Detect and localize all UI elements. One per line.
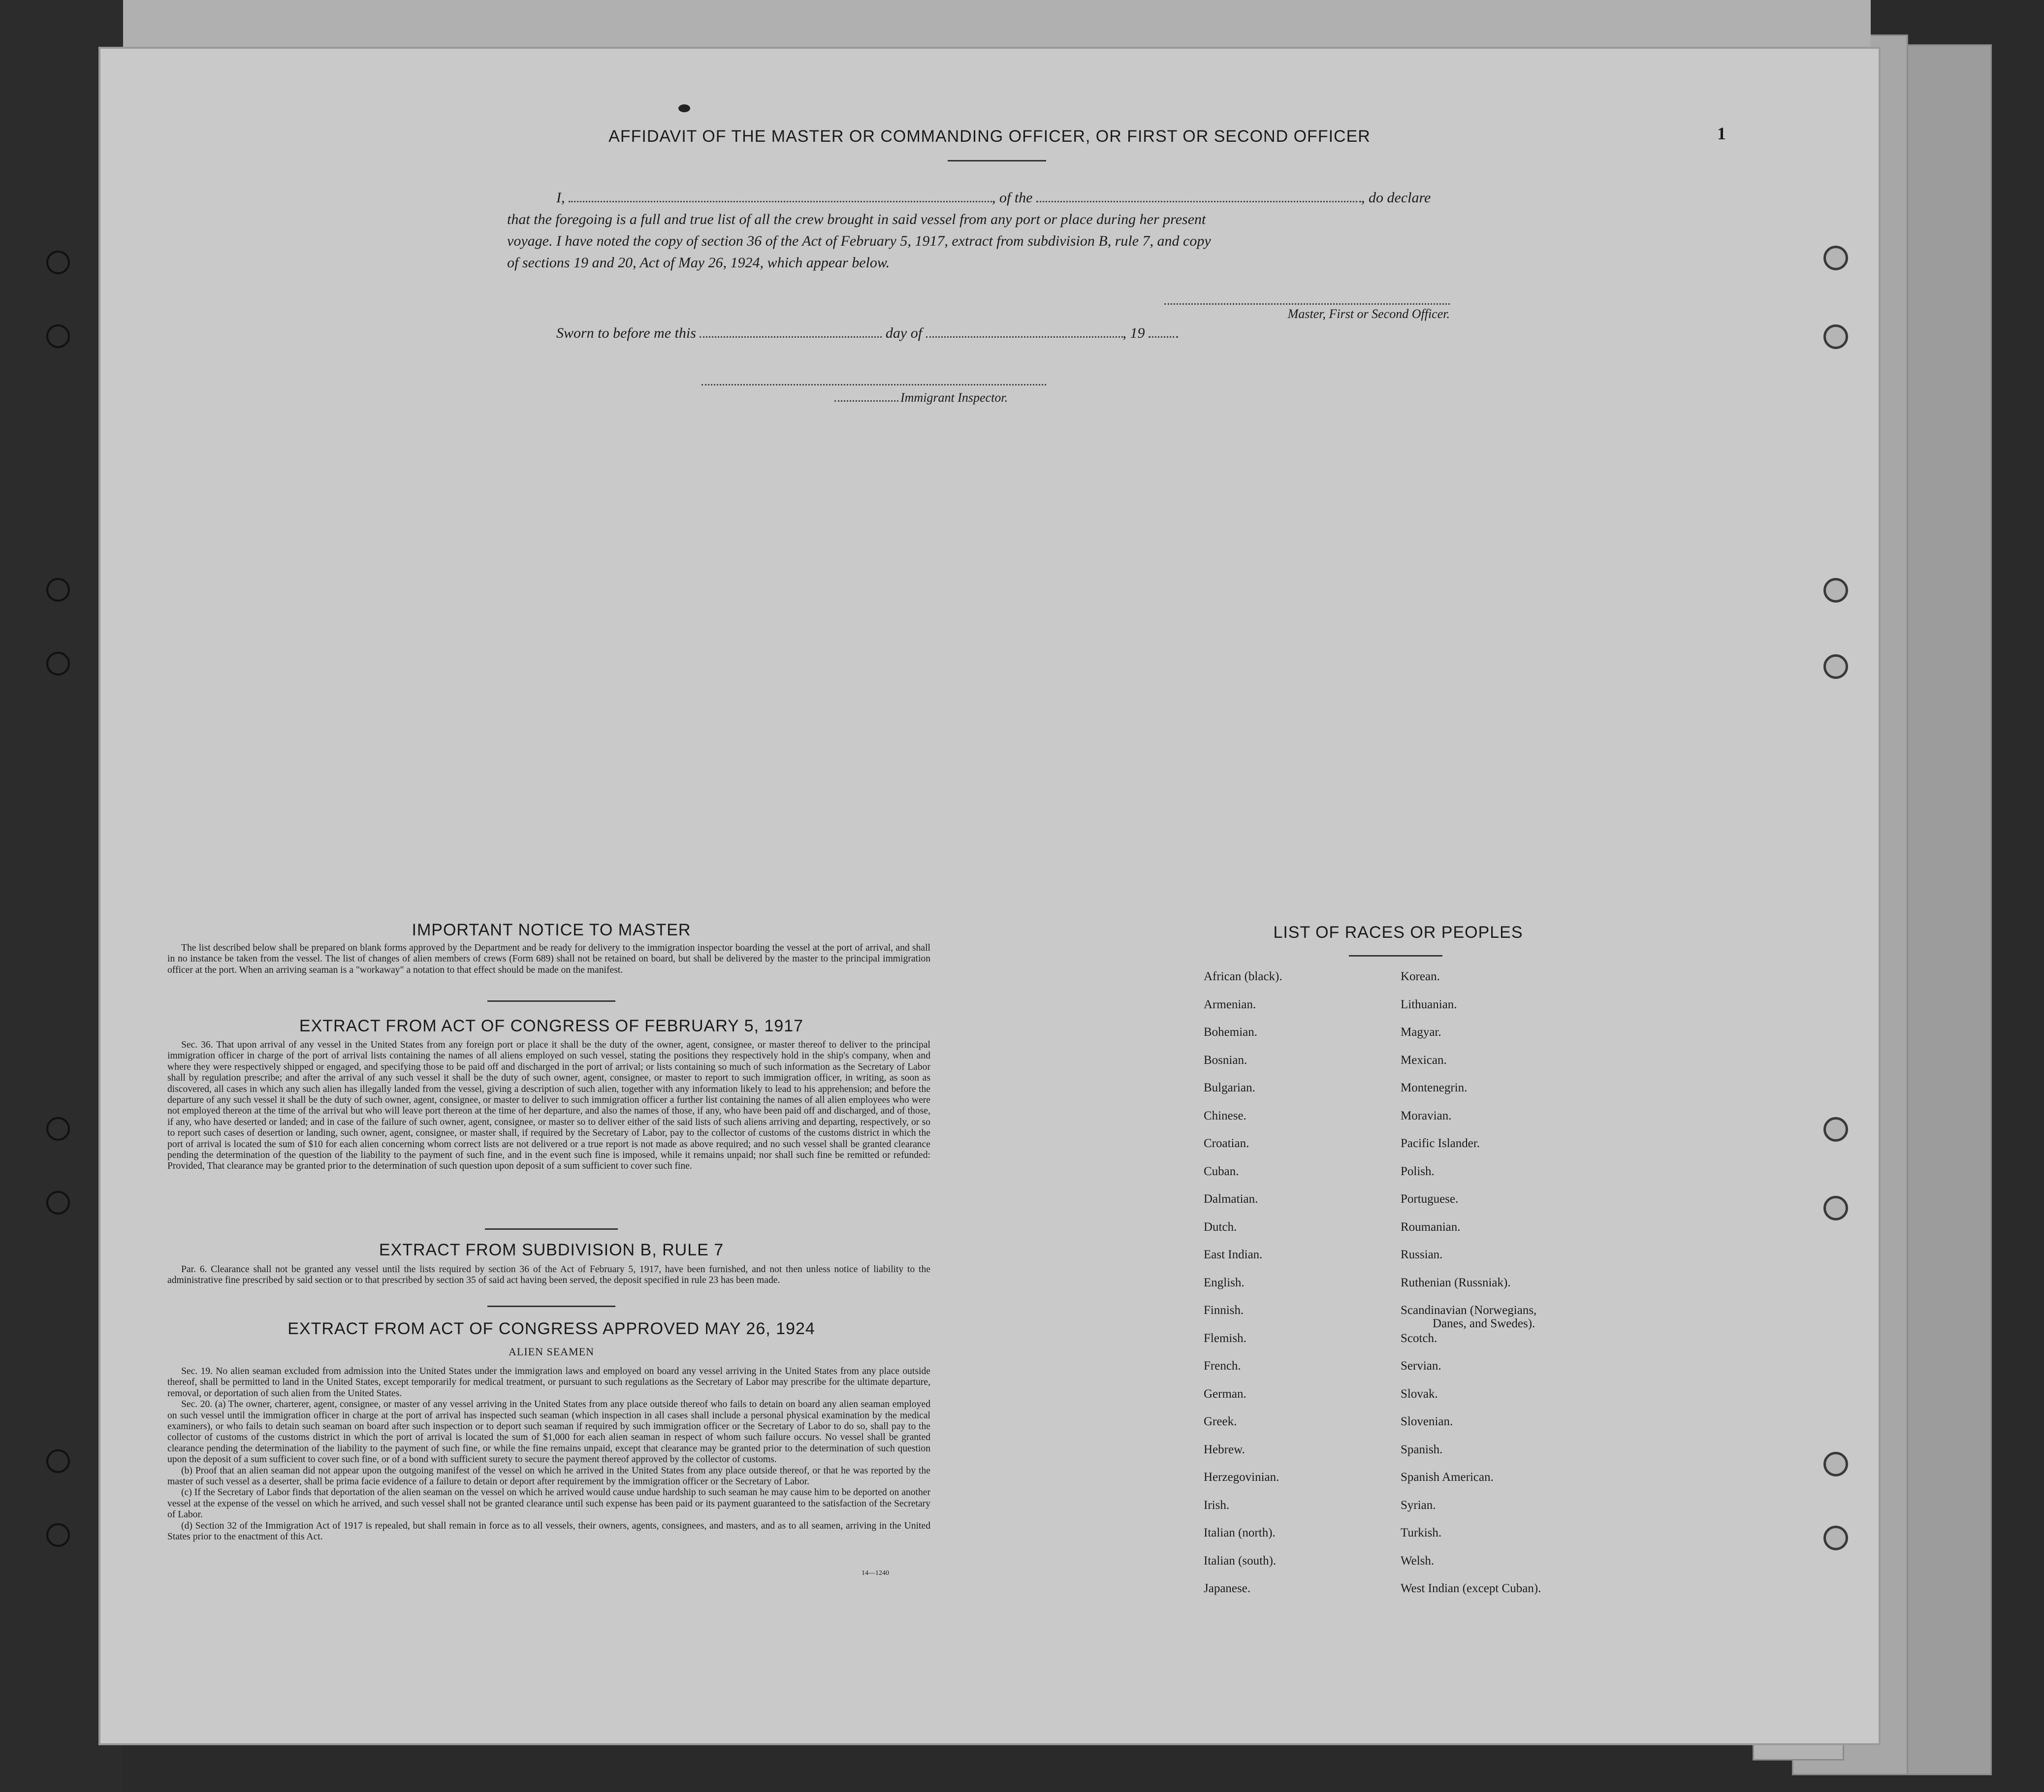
race-item: Flemish. (1204, 1331, 1246, 1345)
race-item: Dalmatian. (1204, 1192, 1258, 1206)
sec-20d-paragraph: (d) Section 32 of the Immigration Act of 1917 is repealed, but shall remain in force as to all vessels, their owners, agents, consignees, and masters, and as to all seamen, arriving in the United States prior to the enactment of this Act. (167, 1520, 930, 1542)
race-item: Scandinavian (Norwegians, (1401, 1304, 1537, 1317)
extract-1917-text (167, 1040, 930, 1172)
race-item: Mexican. (1401, 1053, 1447, 1067)
binder-hole (46, 652, 70, 675)
signature-field[interactable] (1164, 293, 1450, 305)
sec-20a-paragraph: Sec. 20. (a) The owner, charterer, agent, consignee, or master of any vessel arriving in the United States from any place outside thereof who fails to detain on board any alien seaman employed on such vessel until the immigration officer in charge at the port of arrival has inspected such seaman (which inspection in all cases shall include a personal physical examination by the medical examiners), or who fails to detain such seaman on board after such inspection or to deport such seaman if required by such immigration officer or the Secretary of Labor to do so, shall pay to the collector of customs of the customs district in which the port of arrival is located the sum of $1,000 for each alien seaman in respect of whom such failure occurs. No vessel shall be granted clearance pending the determination of the liability to the payment of such fine, or while the fine remains unpaid, except that clearance may be granted prior to the determination of such question upon the deposit of a sum sufficient to cover such fine, or of a bond with sufficient surety to secure the payment thereof approved by the collector of customs. (167, 1399, 930, 1465)
race-item: Greek. (1204, 1415, 1237, 1428)
binder-hole (1823, 1117, 1848, 1142)
binder-hole (46, 578, 70, 602)
race-item: Chinese. (1204, 1109, 1246, 1122)
affidavit-body (507, 187, 1492, 274)
race-item: Turkish. (1401, 1526, 1442, 1539)
affidavit-text: , do declare (1361, 190, 1431, 206)
race-item: Lithuanian. (1401, 997, 1457, 1011)
race-item: Spanish American. (1401, 1471, 1494, 1484)
section-36-paragraph: Sec. 36. That upon arrival of any vessel in the United States from any foreign port or place it shall be the duty of the owner, agent, consignee, or master thereof to deliver to the principal immigration officer in charge of the port of arrival lists containing the names of all aliens employed on such vessel, stating the positions they respectively hold in the ship's company, when and where they were respectively shipped or engaged, and specifying those to be paid off and discharged in the port of arrival; or lists containing so much of such information as the Secretary of Labor shall by regulation prescribe; and after the arrival of any such vessel it shall be the duty of such owner, agent, consignee, or master to report to such immigration officer, in writing, as soon as discovered, all cases in which any such alien has illegally landed from the vessel, giving a description of such alien, together with any information likely to lead to his apprehension; and before the departure of any such vessel it shall be the duty of such owner, agent, consignee, or master to deliver to such immigration officer a further list containing the names of all alien employees who were not employed thereon at the time of the arrival but who will leave port thereon at the time of her departure, and also the names of those, if any, who have been paid off and discharged, and of those, if any, who have deserted or landed; and in case of the failure of such owner, agent, consignee, or master so to deliver either of the said lists of such aliens arriving and departing, respectively, or so to report such cases of desertion or landing, such owner, agent, consignee, or master shall, if required by the Secretary of Labor, pay to the collector of customs of the customs district in which the port of arrival is located the sum of $10 for each alien concerning whom correct lists are not delivered or a true report is not made as above required; and no such vessel shall be granted clearance pending the determination of the question of the liability to the payment of such fine, and in the event such fine is imposed, while it remains unpaid; nor shall such fine be remitted or refunded: Provided, That clearance may be granted prior to the determination of such question upon deposit of a sum sufficient to cover such fine. (167, 1040, 930, 1172)
name-field[interactable] (569, 191, 992, 202)
vessel-field[interactable] (1036, 191, 1361, 202)
binder-hole (46, 1117, 70, 1141)
race-item: Dutch. (1204, 1220, 1237, 1234)
races-title: LIST OF RACES OR PEOPLES (1273, 923, 1523, 942)
affidavit-line (507, 187, 1492, 209)
race-item: East Indian. (1204, 1248, 1263, 1261)
race-item: Montenegrin. (1401, 1081, 1468, 1094)
race-item: Croatian. (1204, 1137, 1249, 1150)
inspector-field-short[interactable] (834, 390, 898, 402)
race-item: Herzegovinian. (1204, 1471, 1279, 1484)
race-item: Spanish. (1401, 1442, 1443, 1456)
sworn-month-field[interactable] (926, 326, 1123, 338)
race-item: Hebrew. (1204, 1442, 1245, 1456)
inspector-label: Immigrant Inspector. (900, 390, 1008, 405)
inspector-field[interactable] (702, 374, 1046, 385)
race-item: Magyar. (1401, 1025, 1441, 1039)
race-item: Irish. (1204, 1498, 1230, 1512)
race-item: Polish. (1401, 1164, 1435, 1178)
binder-hole (46, 324, 70, 348)
binder-hole (1823, 654, 1848, 679)
race-item: Russian. (1401, 1248, 1443, 1261)
sec-20b-paragraph: (b) Proof that an alien seaman did not appear upon the outgoing manifest of the vessel on which he arrived in the United States from any place outside thereof, or that he was reported by the master of such vessel as a deserter, shall be prima facie evidence of a failure to detain or deport after requirement by the immigration officer or the Secretary of Labor. (167, 1465, 930, 1487)
binder-hole (1823, 578, 1848, 603)
page-number: 1 (1717, 124, 1726, 143)
race-item: West Indian (except Cuban). (1401, 1582, 1541, 1595)
signature-block (1164, 293, 1450, 321)
race-item: Roumanian. (1401, 1220, 1461, 1234)
extract-1924-title: EXTRACT FROM ACT OF CONGRESS APPROVED MAY 26, 1924 (287, 1319, 815, 1338)
race-item: Finnish. (1204, 1304, 1244, 1317)
sworn-year-field[interactable] (1149, 326, 1178, 338)
notice-paragraph: The list described below shall be prepared on blank forms approved by the Department and be ready for delivery to the immigration inspector boarding the vessel at the port of arrival, and shall in no instance be taken from the vessel. The list of changes of alien members of crews (Form 689) shall not be retained on board, but shall be delivered by the master to the principal immigration officer at the port. When an arriving seaman is a "workaway" a notation to that effect should be made on the manifest. (167, 943, 930, 975)
race-item: Welsh. (1401, 1554, 1435, 1568)
extract-1917-title: EXTRACT FROM ACT OF CONGRESS OF FEBRUARY 5, 1917 (299, 1017, 804, 1035)
inspector-block (702, 374, 1046, 405)
form-number: 14—1240 (862, 1569, 889, 1577)
affidavit-text: , of the (992, 190, 1033, 206)
race-item: African (black). (1204, 970, 1282, 983)
race-item: Scotch. (1401, 1331, 1437, 1345)
sec-20c-paragraph: (c) If the Secretary of Labor finds that deportation of the alien seaman on the vessel on which he arrived would cause undue hardship to such seaman he may cause him to be deported on another vessel at the expense of the vessel on which he arrived, and such vessel shall not be granted clearance until such expense has been paid or its payment guaranteed to the satisfaction of the Secretary of Labor. (167, 1487, 930, 1520)
race-item: Portuguese. (1401, 1192, 1459, 1206)
sworn-day-field[interactable] (700, 326, 882, 338)
extract-1924-text (167, 1366, 930, 1543)
signature-label: Master, First or Second Officer. (1287, 307, 1450, 321)
notice-text (167, 943, 930, 976)
binder-hole (1823, 1526, 1848, 1550)
title-rule (948, 160, 1046, 161)
affidavit-line: of sections 19 and 20, Act of May 26, 1924, which appear below. (507, 255, 890, 271)
race-item: Italian (north). (1204, 1526, 1276, 1539)
race-item: Syrian. (1401, 1498, 1436, 1512)
section-rule (487, 1306, 615, 1307)
notice-title: IMPORTANT NOTICE TO MASTER (412, 921, 691, 939)
race-item: Servian. (1401, 1359, 1441, 1373)
binder-hole (1823, 246, 1848, 270)
race-item: Slovenian. (1401, 1415, 1453, 1428)
race-item: German. (1204, 1387, 1246, 1401)
races-rule (1349, 955, 1442, 957)
race-item: Bohemian. (1204, 1025, 1258, 1039)
race-item: Bulgarian. (1204, 1081, 1255, 1094)
sec-19-paragraph: Sec. 19. No alien seaman excluded from admission into the United States under the immigration laws and employed on board any vessel arriving in the United States from any place outside thereof, shall be permitted to land in the United States, except temporarily for medical treatment, or pursuant to such regulations as the Secretary of Labor may prescribe for the ultimate departure, removal, or deportation of such alien from the United States. (167, 1366, 930, 1399)
binder-hole (46, 1191, 70, 1215)
race-item: Cuban. (1204, 1164, 1239, 1178)
subdivision-b-title: EXTRACT FROM SUBDIVISION B, RULE 7 (379, 1241, 724, 1259)
race-item: Korean. (1401, 970, 1440, 983)
affidavit-line: that the foregoing is a full and true list of all the crew brought in said vessel from any port or place during her present (507, 211, 1206, 227)
sworn-text: day of (885, 325, 923, 341)
race-item: French. (1204, 1359, 1241, 1373)
stamp-mark (678, 104, 690, 112)
binder-hole (1823, 324, 1848, 349)
race-item: Danes, and Swedes). (1433, 1317, 1535, 1330)
race-item: Italian (south). (1204, 1554, 1277, 1568)
affidavit-line: voyage. I have noted the copy of section 36 of the Act of February 5, 1917, extract from subdivision B, rule 7, and copy (507, 233, 1211, 249)
sworn-line (556, 322, 1295, 344)
binder-hole (46, 1449, 70, 1473)
subdivision-b-text (167, 1264, 930, 1286)
sworn-text: , 19 (1122, 325, 1145, 341)
race-item: Armenian. (1204, 997, 1256, 1011)
race-item: Moravian. (1401, 1109, 1452, 1122)
race-item: Pacific Islander. (1401, 1137, 1480, 1150)
section-rule (487, 1000, 615, 1002)
sworn-text: Sworn to before me this (556, 325, 696, 341)
race-item: Bosnian. (1204, 1053, 1247, 1067)
binder-hole (46, 251, 70, 274)
race-item: Slovak. (1401, 1387, 1438, 1401)
affidavit-text: I, (556, 190, 565, 206)
race-item: Japanese. (1204, 1582, 1251, 1595)
race-item: Ruthenian (Russniak). (1401, 1276, 1511, 1289)
paragraph-6: Par. 6. Clearance shall not be granted any vessel until the lists required by section 36 of the Act of February 5, 1917, have been furnished, and not then unless notice of liability to the administrative fine prescribed by said section or to that prescribed by section 35 of said act having been served, the deposit specified in rule 23 has been made. (167, 1264, 930, 1286)
top-strip (123, 0, 1871, 54)
race-item: English. (1204, 1276, 1245, 1289)
alien-seamen-subtitle: ALIEN SEAMEN (509, 1345, 594, 1358)
section-rule (485, 1228, 618, 1230)
binder-hole (1823, 1196, 1848, 1220)
binder-hole (1823, 1452, 1848, 1476)
binder-hole (46, 1523, 70, 1547)
affidavit-title: AFFIDAVIT OF THE MASTER OR COMMANDING OFFICER, OR FIRST OR SECOND OFFICER (608, 127, 1371, 146)
